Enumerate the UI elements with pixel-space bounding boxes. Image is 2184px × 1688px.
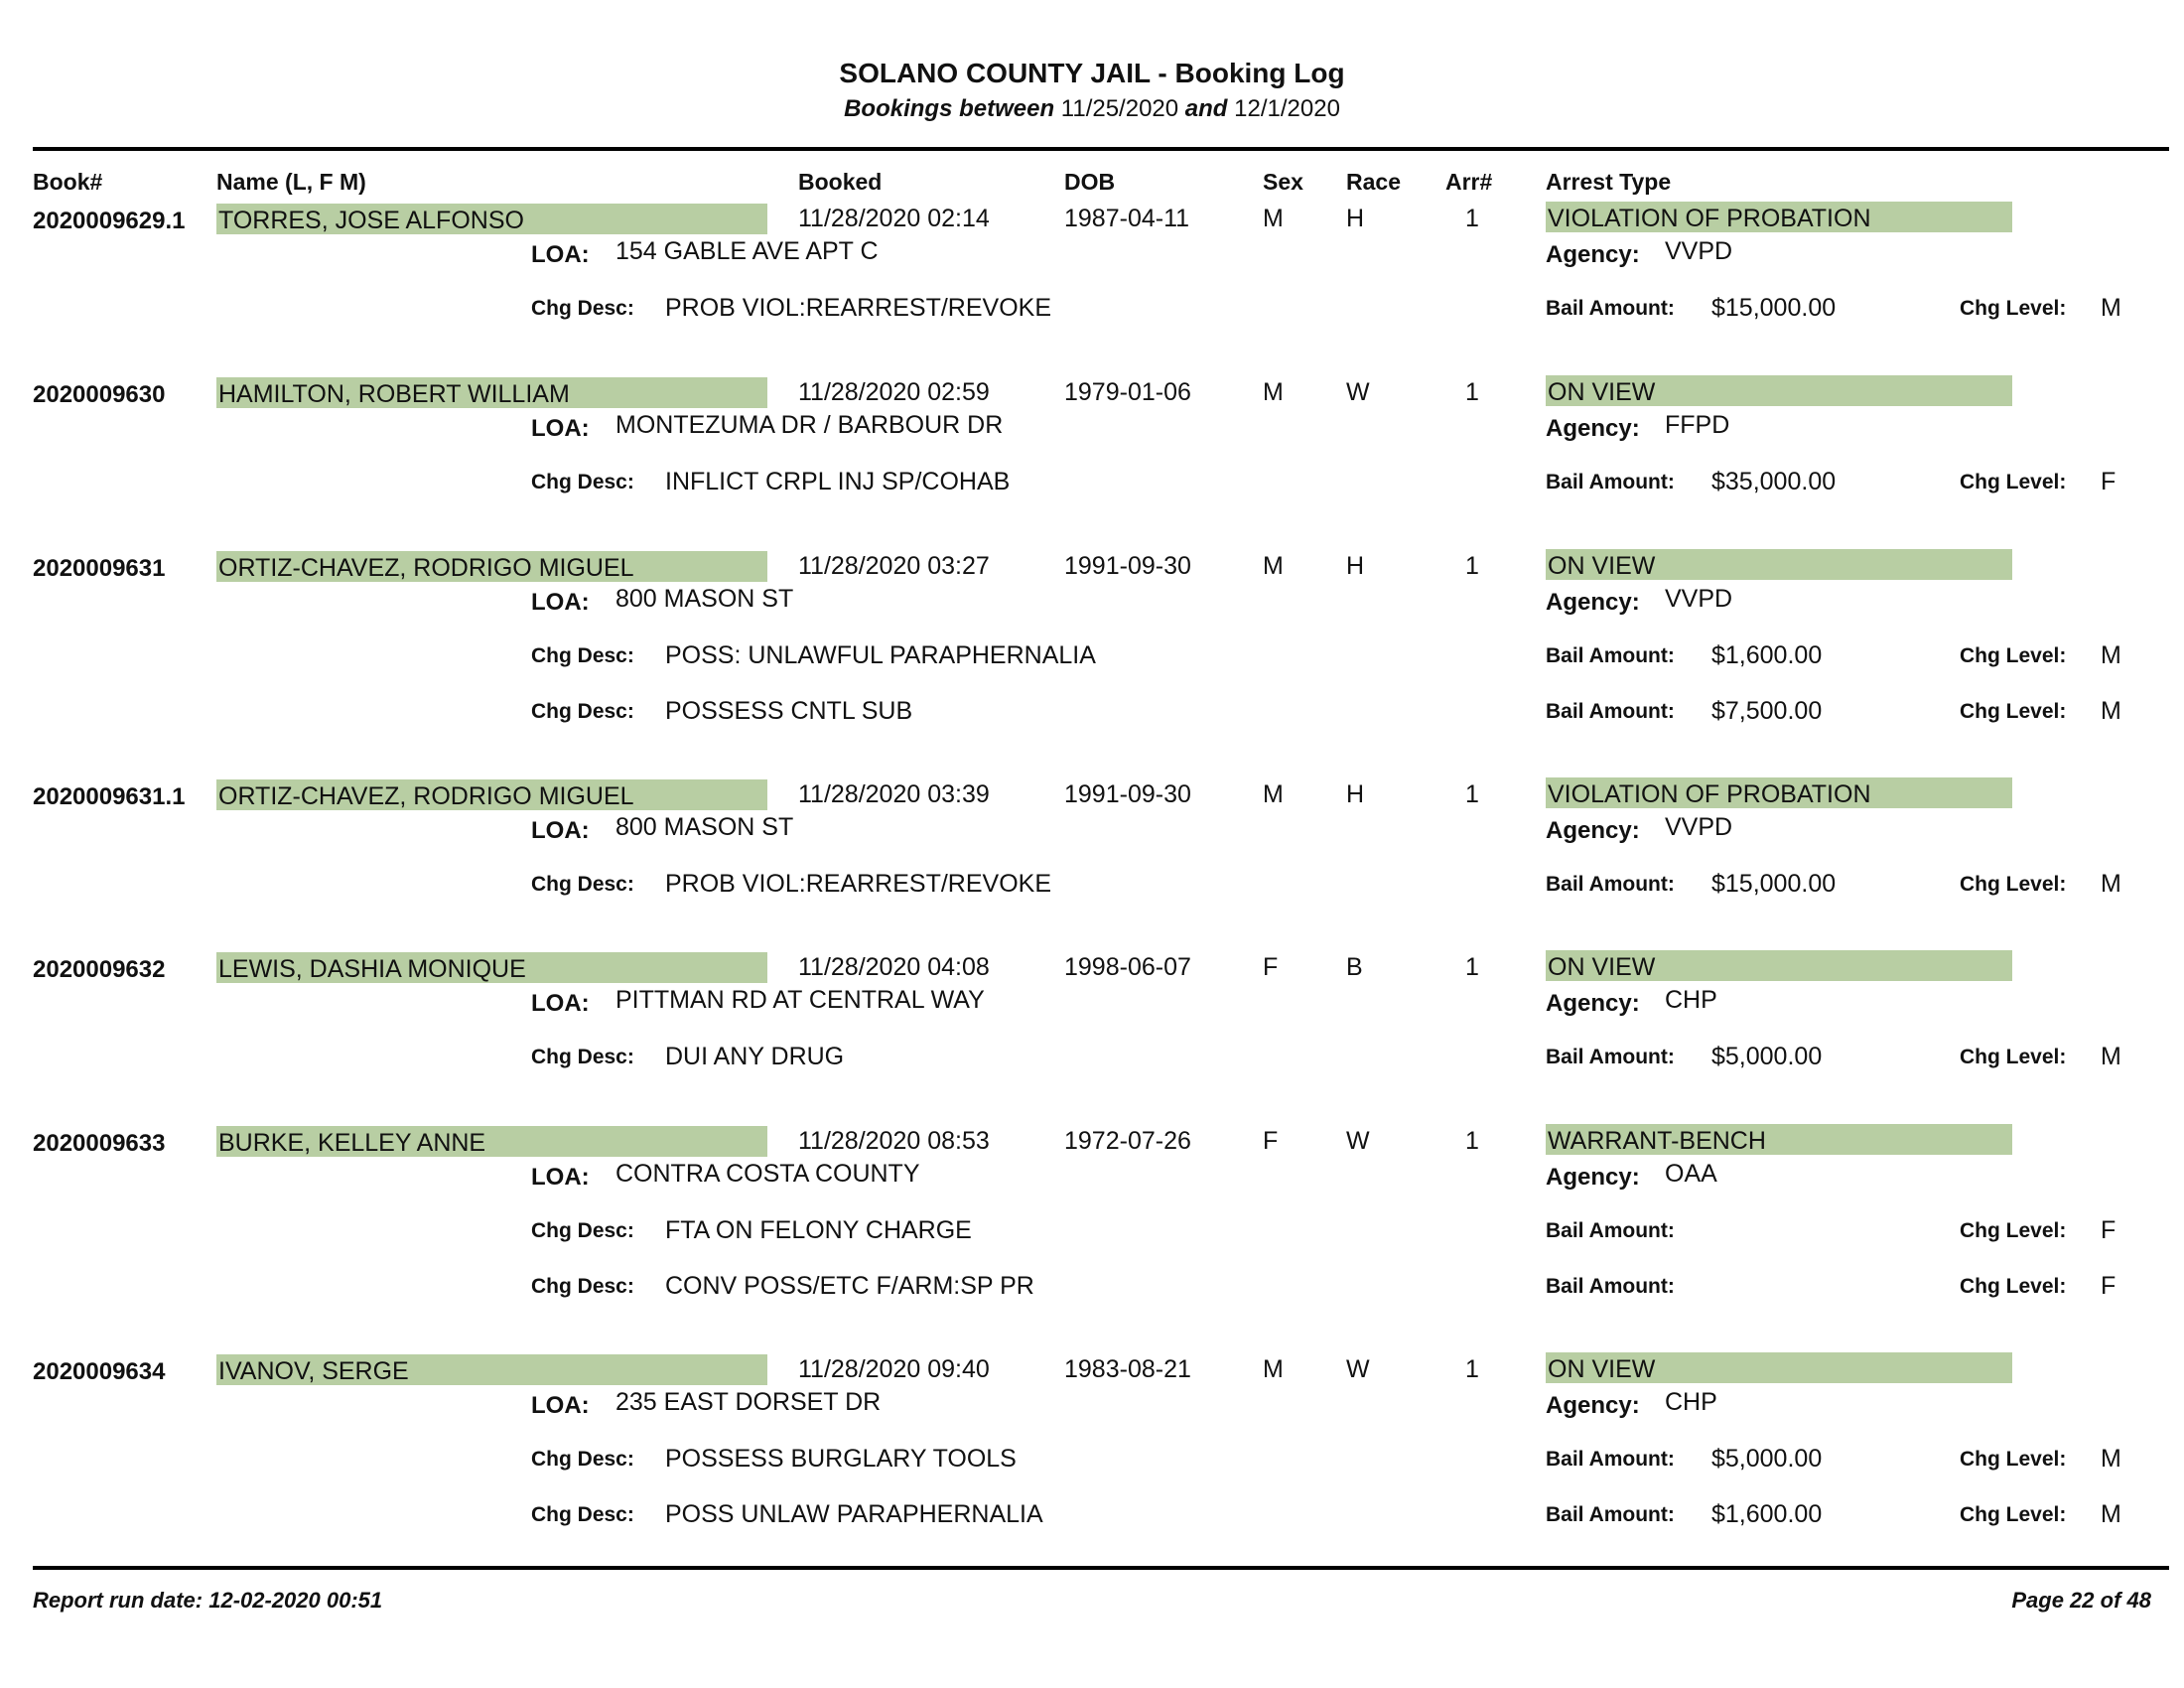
- arrest-number: 1: [1465, 205, 1479, 232]
- charge-description: DUI ANY DRUG: [665, 1043, 845, 1070]
- agency-label: Agency:: [1546, 415, 1640, 442]
- date-of-birth: 1979-01-06: [1064, 378, 1191, 406]
- bail-amount-label: Bail Amount:: [1546, 644, 1675, 667]
- chg-level-label: Chg Level:: [1960, 1448, 2067, 1471]
- name-highlight: [216, 377, 767, 408]
- loa-label: LOA:: [531, 415, 590, 442]
- loa-label: LOA:: [531, 1164, 590, 1191]
- name-highlight: [216, 204, 767, 234]
- booked-datetime: 11/28/2020 09:40: [798, 1355, 990, 1383]
- book-number: 2020009631: [33, 555, 166, 582]
- bail-amount-label: Bail Amount:: [1546, 1448, 1675, 1471]
- bail-amount: $35,000.00: [1711, 468, 1837, 495]
- agency-value: VVPD: [1665, 813, 1733, 841]
- page-number: Page 22 of 48: [2011, 1588, 2151, 1613]
- col-header-dob: DOB: [1064, 169, 1116, 195]
- chg-desc-label: Chg Desc:: [531, 1219, 634, 1242]
- inmate-name: IVANOV, SERGE: [218, 1357, 409, 1385]
- report-subtitle: [0, 95, 2184, 123]
- loa-label: LOA:: [531, 1392, 590, 1419]
- agency-value: FFPD: [1665, 411, 1730, 439]
- inmate-name: LEWIS, DASHIA MONIQUE: [218, 955, 526, 983]
- arrest-type: ON VIEW: [1548, 552, 1656, 580]
- sex-value: F: [1263, 953, 1279, 981]
- race-value: H: [1346, 552, 1365, 580]
- arrest-number: 1: [1465, 780, 1479, 808]
- arrest-type-highlight: [1546, 375, 2012, 406]
- subtitle-prefix: Bookings between: [844, 95, 1055, 122]
- inmate-name: HAMILTON, ROBERT WILLIAM: [218, 380, 570, 408]
- date-of-birth: 1998-06-07: [1064, 953, 1191, 981]
- col-header-book: Book#: [33, 169, 103, 195]
- arrest-type-highlight: [1546, 950, 2012, 981]
- arrest-type: ON VIEW: [1548, 378, 1656, 406]
- name-highlight: [216, 1126, 767, 1157]
- loa-value: CONTRA COSTA COUNTY: [615, 1160, 920, 1188]
- sex-value: M: [1263, 378, 1284, 406]
- chg-level: M: [2101, 1445, 2121, 1473]
- agency-value: CHP: [1665, 1388, 1717, 1416]
- loa-label: LOA:: [531, 817, 590, 844]
- arrest-type-highlight: [1546, 777, 2012, 808]
- agency-label: Agency:: [1546, 990, 1640, 1017]
- sex-value: M: [1263, 205, 1284, 232]
- col-header-arr: Arr#: [1445, 169, 1493, 195]
- report-run-date: Report run date: 12-02-2020 00:51: [33, 1588, 383, 1613]
- chg-level-label: Chg Level:: [1960, 1503, 2067, 1526]
- name-highlight: [216, 551, 767, 582]
- sex-value: M: [1263, 780, 1284, 808]
- inmate-name: ORTIZ-CHAVEZ, RODRIGO MIGUEL: [218, 782, 634, 810]
- arrest-number: 1: [1465, 1127, 1479, 1155]
- charge-description: PROB VIOL:REARREST/REVOKE: [665, 294, 1051, 322]
- charge-description: INFLICT CRPL INJ SP/COHAB: [665, 468, 1011, 495]
- book-number: 2020009629.1: [33, 208, 186, 234]
- bail-amount-label: Bail Amount:: [1546, 873, 1675, 896]
- chg-level-label: Chg Level:: [1960, 1219, 2067, 1242]
- name-highlight: [216, 952, 767, 983]
- chg-level-label: Chg Level:: [1960, 1275, 2067, 1298]
- date-of-birth: 1991-09-30: [1064, 552, 1191, 580]
- arrest-number: 1: [1465, 378, 1479, 406]
- agency-value: VVPD: [1665, 585, 1733, 613]
- loa-value: PITTMAN RD AT CENTRAL WAY: [615, 986, 985, 1014]
- bail-amount: $5,000.00: [1711, 1043, 1823, 1070]
- loa-value: 800 MASON ST: [615, 813, 794, 841]
- bail-amount-label: Bail Amount:: [1546, 297, 1675, 320]
- loa-value: 800 MASON ST: [615, 585, 794, 613]
- booked-datetime: 11/28/2020 04:08: [798, 953, 990, 981]
- arrest-type-highlight: [1546, 1352, 2012, 1383]
- loa-value: MONTEZUMA DR / BARBOUR DR: [615, 411, 1004, 439]
- col-header-sex: Sex: [1263, 169, 1303, 195]
- inmate-name: BURKE, KELLEY ANNE: [218, 1129, 486, 1157]
- chg-level-label: Chg Level:: [1960, 700, 2067, 723]
- bail-amount: $15,000.00: [1711, 870, 1837, 898]
- chg-level: F: [2101, 1216, 2116, 1244]
- chg-desc-label: Chg Desc:: [531, 471, 634, 493]
- booked-datetime: 11/28/2020 02:14: [798, 205, 990, 232]
- name-highlight: [216, 1354, 767, 1385]
- bail-amount: $15,000.00: [1711, 294, 1837, 322]
- charge-description: PROB VIOL:REARREST/REVOKE: [665, 870, 1051, 898]
- agency-label: Agency:: [1546, 1392, 1640, 1419]
- agency-label: Agency:: [1546, 817, 1640, 844]
- booking-record: [0, 1124, 2184, 1352]
- arrest-number: 1: [1465, 1355, 1479, 1383]
- charge-description: CONV POSS/ETC F/ARM:SP PR: [665, 1272, 1034, 1300]
- inmate-name: ORTIZ-CHAVEZ, RODRIGO MIGUEL: [218, 554, 634, 582]
- charge-description: POSS: UNLAWFUL PARAPHERNALIA: [665, 641, 1096, 669]
- bail-amount-label: Bail Amount:: [1546, 1219, 1675, 1242]
- chg-level-label: Chg Level:: [1960, 471, 2067, 493]
- book-number: 2020009630: [33, 381, 166, 408]
- chg-level: M: [2101, 697, 2121, 725]
- bail-amount-label: Bail Amount:: [1546, 471, 1675, 493]
- col-header-booked: Booked: [798, 169, 883, 195]
- booked-datetime: 11/28/2020 03:39: [798, 780, 990, 808]
- date-of-birth: 1987-04-11: [1064, 205, 1190, 232]
- chg-desc-label: Chg Desc:: [531, 644, 634, 667]
- chg-desc-label: Chg Desc:: [531, 297, 634, 320]
- chg-desc-label: Chg Desc:: [531, 700, 634, 723]
- date-of-birth: 1972-07-26: [1064, 1127, 1191, 1155]
- arrest-type: VIOLATION OF PROBATION: [1548, 205, 1871, 232]
- chg-level: F: [2101, 1272, 2116, 1300]
- chg-desc-label: Chg Desc:: [531, 1448, 634, 1471]
- inmate-name: TORRES, JOSE ALFONSO: [218, 207, 524, 234]
- arrest-type: ON VIEW: [1548, 953, 1656, 981]
- date-of-birth: 1983-08-21: [1064, 1355, 1191, 1383]
- race-value: H: [1346, 205, 1365, 232]
- loa-value: 235 EAST DORSET DR: [615, 1388, 882, 1416]
- loa-value: 154 GABLE AVE APT C: [615, 237, 879, 265]
- chg-level-label: Chg Level:: [1960, 873, 2067, 896]
- name-highlight: [216, 779, 767, 810]
- charge-description: POSSESS BURGLARY TOOLS: [665, 1445, 1017, 1473]
- bail-amount-label: Bail Amount:: [1546, 1503, 1675, 1526]
- chg-level: M: [2101, 870, 2121, 898]
- race-value: H: [1346, 780, 1365, 808]
- book-number: 2020009632: [33, 956, 166, 983]
- arrest-type-highlight: [1546, 1124, 2012, 1155]
- chg-desc-label: Chg Desc:: [531, 1275, 634, 1298]
- bail-amount-label: Bail Amount:: [1546, 1275, 1675, 1298]
- chg-level-label: Chg Level:: [1960, 1046, 2067, 1068]
- chg-level: M: [2101, 294, 2121, 322]
- booked-datetime: 11/28/2020 02:59: [798, 378, 990, 406]
- arrest-type-highlight: [1546, 549, 2012, 580]
- book-number: 2020009634: [33, 1358, 166, 1385]
- book-number: 2020009633: [33, 1130, 166, 1157]
- report-title: SOLANO COUNTY JAIL - Booking Log: [839, 58, 1345, 88]
- agency-value: OAA: [1665, 1160, 1717, 1188]
- chg-level-label: Chg Level:: [1960, 644, 2067, 667]
- arrest-type: VIOLATION OF PROBATION: [1548, 780, 1871, 808]
- sex-value: M: [1263, 552, 1284, 580]
- booked-datetime: 11/28/2020 03:27: [798, 552, 990, 580]
- sex-value: M: [1263, 1355, 1284, 1383]
- charge-description: POSS UNLAW PARAPHERNALIA: [665, 1500, 1043, 1528]
- bail-amount: $7,500.00: [1711, 697, 1823, 725]
- race-value: W: [1346, 1355, 1370, 1383]
- subtitle-and: and: [1184, 95, 1228, 122]
- charge-description: POSSESS CNTL SUB: [665, 697, 913, 725]
- date-of-birth: 1991-09-30: [1064, 780, 1191, 808]
- chg-desc-label: Chg Desc:: [531, 1503, 634, 1526]
- booking-record: [0, 1352, 2184, 1581]
- top-rule: [33, 147, 2169, 151]
- booking-record: [0, 549, 2184, 777]
- bail-amount: $5,000.00: [1711, 1445, 1823, 1473]
- chg-level: M: [2101, 1043, 2121, 1070]
- agency-label: Agency:: [1546, 1164, 1640, 1191]
- start-date: 11/25/2020: [1060, 95, 1179, 122]
- arrest-type: WARRANT-BENCH: [1548, 1127, 1766, 1155]
- loa-label: LOA:: [531, 990, 590, 1017]
- bail-amount-label: Bail Amount:: [1546, 1046, 1675, 1068]
- arrest-type: ON VIEW: [1548, 1355, 1656, 1383]
- agency-label: Agency:: [1546, 589, 1640, 616]
- loa-label: LOA:: [531, 589, 590, 616]
- bottom-rule: [33, 1566, 2169, 1570]
- charge-description: FTA ON FELONY CHARGE: [665, 1216, 972, 1244]
- arrest-type-highlight: [1546, 202, 2012, 232]
- race-value: W: [1346, 1127, 1370, 1155]
- end-date: 12/1/2020: [1234, 95, 1340, 122]
- bail-amount: $1,600.00: [1711, 1500, 1823, 1528]
- chg-level: M: [2101, 641, 2121, 669]
- chg-level: F: [2101, 468, 2116, 495]
- col-header-name: Name (L, F M): [216, 169, 366, 195]
- race-value: W: [1346, 378, 1370, 406]
- chg-desc-label: Chg Desc:: [531, 1046, 634, 1068]
- chg-level: M: [2101, 1500, 2121, 1528]
- col-header-arrest-type: Arrest Type: [1546, 169, 1672, 195]
- arrest-number: 1: [1465, 953, 1479, 981]
- agency-value: CHP: [1665, 986, 1717, 1014]
- bail-amount-label: Bail Amount:: [1546, 700, 1675, 723]
- book-number: 2020009631.1: [33, 783, 186, 810]
- chg-desc-label: Chg Desc:: [531, 873, 634, 896]
- loa-label: LOA:: [531, 241, 590, 268]
- agency-label: Agency:: [1546, 241, 1640, 268]
- booked-datetime: 11/28/2020 08:53: [798, 1127, 990, 1155]
- chg-level-label: Chg Level:: [1960, 297, 2067, 320]
- bail-amount: $1,600.00: [1711, 641, 1823, 669]
- agency-value: VVPD: [1665, 237, 1733, 265]
- col-header-race: Race: [1346, 169, 1401, 195]
- race-value: B: [1346, 953, 1363, 981]
- arrest-number: 1: [1465, 552, 1479, 580]
- sex-value: F: [1263, 1127, 1279, 1155]
